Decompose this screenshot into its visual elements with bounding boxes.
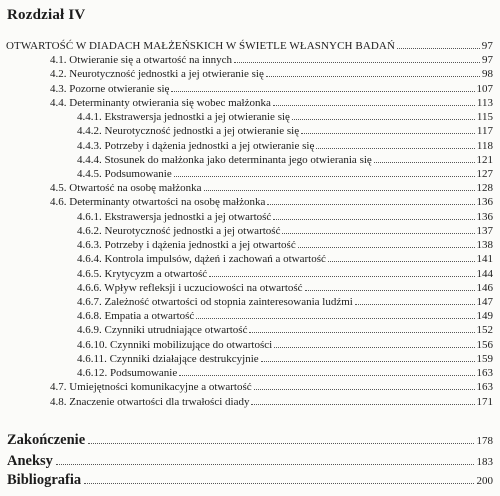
dot-leader	[234, 53, 480, 63]
toc-entry-page-number: 156	[476, 338, 493, 351]
toc-entry	[77, 224, 493, 238]
toc-entry	[50, 380, 493, 394]
toc-entry-title: 4.3. Pozorne otwieranie się	[50, 82, 170, 95]
toc-entry	[77, 295, 493, 309]
toc-entry	[77, 281, 493, 295]
toc-entry-page-number: 121	[476, 153, 493, 166]
dot-leader	[254, 380, 475, 390]
toc-entry	[50, 395, 493, 409]
dot-leader	[292, 110, 475, 120]
dot-leader	[316, 139, 475, 149]
toc-entry-title: 4.4.5. Podsumowanie	[77, 167, 172, 180]
toc-entry	[77, 139, 493, 153]
toc-entry-page-number: 149	[476, 310, 493, 323]
toc-entry-page-number: 118	[476, 139, 493, 152]
end-section-entry	[7, 472, 493, 489]
toc-entry	[77, 153, 493, 167]
toc-entry	[77, 309, 493, 323]
toc-entry-page-number: 171	[476, 395, 493, 408]
dot-leader	[397, 39, 480, 49]
dot-leader	[261, 352, 475, 362]
toc-entry-page-number: 97	[482, 54, 493, 67]
end-section-title: Zakończenie	[7, 432, 86, 448]
end-section-page-number: 178	[476, 435, 493, 447]
dot-leader	[174, 167, 475, 177]
toc-entry	[50, 67, 493, 81]
dot-leader	[328, 252, 475, 262]
toc-entry-title: 4.2. Neurotyczność jednostki a jej otwieranie się	[50, 68, 264, 81]
toc-entry	[77, 167, 493, 181]
dot-leader	[298, 238, 475, 248]
dot-leader	[196, 309, 474, 319]
toc-entry-page-number: 141	[476, 253, 493, 266]
toc-entry	[50, 181, 493, 195]
toc-entry	[77, 338, 493, 352]
toc-entry	[77, 238, 493, 252]
chapter-heading: Rozdział IV	[7, 7, 86, 23]
toc-section-heading	[6, 39, 493, 53]
end-section-entry	[7, 432, 493, 449]
toc-entry-title: 4.4.4. Stosunek do małżonka jako determinanta jego otwierania się	[77, 153, 372, 166]
dot-leader	[374, 153, 475, 163]
dot-leader	[249, 323, 474, 333]
dot-leader	[305, 281, 475, 291]
toc-entry-page-number: 115	[476, 111, 493, 124]
end-section-entry	[7, 453, 493, 470]
toc-entry-page-number: 97	[481, 40, 493, 52]
end-section-title: Bibliografia	[7, 472, 82, 488]
toc-entry-page-number: 147	[476, 295, 493, 308]
toc-entry-page-number: 127	[476, 167, 493, 180]
toc-entry	[77, 323, 493, 337]
toc-entry-title: 4.6.11. Czynniki działające destrukcyjnie	[77, 352, 259, 365]
toc-entry	[77, 252, 493, 266]
toc-entry-title: 4.4.1. Ekstrawersja jednostki a jej otwieranie się	[77, 111, 290, 124]
toc-entry	[77, 110, 493, 124]
dot-leader	[84, 473, 473, 484]
end-section-page-number: 200	[476, 475, 493, 487]
toc-entry-title: 4.5. Otwartość na osobę małżonka	[50, 182, 202, 195]
toc-entry	[77, 210, 493, 224]
toc-entry	[50, 96, 493, 110]
dot-leader	[282, 224, 474, 234]
toc-entry-title: 4.4.3. Potrzeby i dążenia jednostki a jej otwieranie się	[77, 139, 315, 152]
toc-entry-page-number: 144	[476, 267, 493, 280]
dot-leader	[273, 210, 474, 220]
toc-entry-title: 4.4. Determinanty otwierania się wobec małżonka	[50, 96, 271, 109]
toc-entry-page-number: 128	[476, 182, 493, 195]
dot-leader	[204, 181, 475, 191]
toc-entry-title: 4.6.5. Krytycyzm a otwartość	[77, 267, 208, 280]
toc-entry	[50, 53, 493, 67]
dot-leader	[171, 82, 474, 92]
toc-entry-title: 4.6.7. Zależność otwartości od stopnia zainteresowania ludźmi	[77, 295, 353, 308]
toc-entry-page-number: 136	[476, 196, 493, 209]
toc-entry-title: OTWARTOŚĆ W DIADACH MAŁŻEŃSKICH W ŚWIETLE WŁASNYCH BADAŃ	[6, 40, 396, 52]
toc-entry	[77, 352, 493, 366]
dot-leader	[209, 267, 474, 277]
toc-entry-page-number: 146	[476, 281, 493, 294]
dot-leader	[88, 433, 473, 444]
toc-entry-title: 4.8. Znaczenie otwartości dla trwałości diady	[50, 395, 250, 408]
toc-entry-page-number: 98	[482, 68, 493, 81]
toc-entry-title: 4.6.9. Czynniki utrudniające otwartość	[77, 324, 248, 337]
toc-entry-title: 4.4.2. Neurotyczność jednostki a jej otwieranie się	[77, 125, 300, 138]
dot-leader	[274, 338, 474, 348]
toc-entry-page-number: 137	[476, 224, 493, 237]
dot-leader	[56, 454, 474, 465]
toc-entry-title: 4.6. Determinanty otwartości na osobę małżonka	[50, 196, 266, 209]
toc-entry-page-number: 113	[476, 96, 493, 109]
toc-entry-page-number: 117	[476, 125, 493, 138]
toc-entry-page-number: 107	[476, 82, 493, 95]
toc-entry	[50, 82, 493, 96]
toc-entry-page-number: 163	[476, 381, 493, 394]
dot-leader	[273, 96, 475, 106]
end-section-title: Aneksy	[7, 453, 53, 469]
toc-entry-title: 4.6.2. Neurotyczność jednostki a jej otwartość	[77, 224, 281, 237]
toc-entry	[77, 124, 493, 138]
toc-entry	[77, 267, 493, 281]
toc-entry-title: 4.6.10. Czynniki mobilizujące do otwartości	[77, 338, 273, 351]
toc-entry-title: 4.7. Umiejętności komunikacyjne a otwartość	[50, 381, 252, 394]
toc-entry-title: 4.6.8. Empatia a otwartość	[77, 310, 195, 323]
toc-entry-title: 4.6.12. Podsumowanie	[77, 367, 178, 380]
toc-entry-title: 4.6.6. Wpływ refleksji i uczuciowości na otwartość	[77, 281, 303, 294]
toc-entry-title: 4.1. Otwieranie się a otwartość na innych	[50, 54, 233, 67]
toc-entry-page-number: 152	[476, 324, 493, 337]
end-section-page-number: 183	[476, 456, 493, 468]
dot-leader	[251, 395, 474, 405]
toc-entry-page-number: 138	[476, 239, 493, 252]
toc-entry-title: 4.6.3. Potrzeby i dążenia jednostki a jej otwartość	[77, 239, 296, 252]
dot-leader	[355, 295, 475, 305]
toc-entry-page-number: 136	[476, 210, 493, 223]
dot-leader	[179, 366, 474, 376]
toc-entry	[77, 366, 493, 380]
toc-entry	[50, 195, 493, 209]
toc-entry-page-number: 163	[476, 367, 493, 380]
toc-entry-title: 4.6.1. Ekstrawersja jednostki a jej otwartość	[77, 210, 272, 223]
dot-leader	[266, 67, 480, 77]
toc-entry-title: 4.6.4. Kontrola impulsów, dążeń i zachowań a otwartość	[77, 253, 326, 266]
dot-leader	[267, 195, 474, 205]
toc-entry-page-number: 159	[476, 352, 493, 365]
dot-leader	[301, 124, 475, 134]
